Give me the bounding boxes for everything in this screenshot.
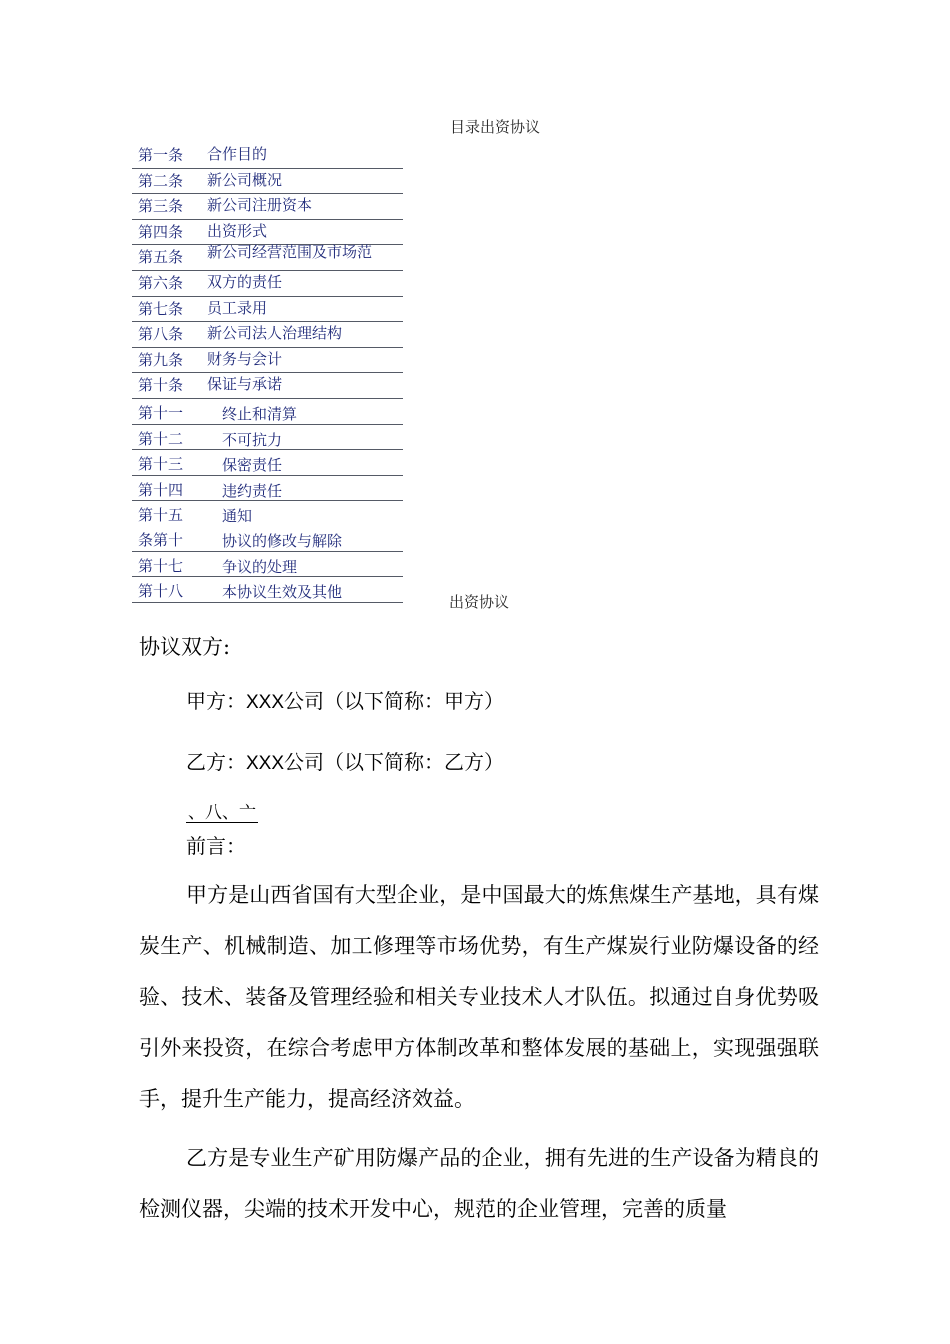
toc-item-label: 新公司法人治理结构 — [207, 324, 343, 343]
toc-item-label: 新公司概况 — [207, 170, 283, 189]
toc-item-label: 员工录用 — [207, 298, 268, 317]
toc-item-label: 出资形式 — [207, 221, 268, 240]
toc-item-number: 第三条 — [138, 197, 184, 216]
toc-item-number: 第六条 — [138, 273, 184, 292]
heading-fragment: 、八、亠 — [188, 803, 256, 823]
toc-item[interactable] — [132, 143, 403, 169]
table-of-contents — [132, 143, 403, 603]
toc-item[interactable] — [132, 526, 403, 552]
party-b-prefix: 乙方： — [186, 750, 246, 774]
toc-item-number: 第一条 — [138, 146, 184, 164]
toc-item[interactable] — [132, 348, 403, 374]
toc-item[interactable] — [132, 373, 403, 399]
toc-item-number: 第十二 — [138, 429, 184, 448]
toc-item-number: 第二条 — [138, 171, 184, 190]
toc-item-label: 保密责任 — [222, 456, 283, 475]
toc-item-number: 第九条 — [138, 350, 184, 369]
toc-item-number: 第十五 — [138, 506, 184, 525]
toc-item-label: 不可抗力 — [222, 430, 283, 449]
toc-item-number: 条第十 — [138, 530, 184, 549]
toc-item[interactable] — [132, 476, 403, 502]
toc-item[interactable] — [132, 425, 403, 451]
party-a-company: XXX — [246, 692, 285, 713]
toc-item[interactable] — [132, 322, 403, 348]
toc-item[interactable] — [132, 552, 403, 578]
toc-item-number: 第十条 — [138, 376, 184, 395]
toc-item[interactable] — [132, 399, 403, 425]
toc-item[interactable] — [132, 450, 403, 476]
toc-item[interactable] — [132, 271, 403, 297]
toc-item-label: 双方的责任 — [207, 272, 283, 291]
parties-heading: 协议双方: — [139, 635, 231, 659]
toc-item[interactable] — [132, 245, 403, 271]
party-a-suffix: 公司（以下简称：甲方） — [284, 689, 505, 713]
toc-item-label: 协议的修改与解除 — [222, 531, 343, 550]
toc-item-label: 新公司注册资本 — [207, 196, 313, 215]
party-b-company: XXX — [246, 753, 285, 774]
toc-item-number: 第八条 — [138, 325, 184, 344]
toc-item[interactable] — [132, 501, 403, 526]
party-b-suffix: 公司（以下简称：乙方） — [284, 750, 505, 774]
toc-item-label: 新公司经营范围及市场范 — [207, 243, 373, 262]
toc-item[interactable] — [132, 297, 403, 323]
toc-item-number: 第七条 — [138, 299, 184, 318]
party-b-line — [186, 746, 504, 775]
toc-item-label: 合作目的 — [207, 145, 268, 163]
toc-item-number: 第四条 — [138, 222, 184, 241]
toc-item-label: 争议的处理 — [222, 557, 298, 576]
toc-item-number: 第五条 — [138, 248, 184, 267]
toc-item-number: 第十七 — [138, 556, 184, 575]
toc-item[interactable] — [132, 194, 403, 220]
paragraph-party-b: 乙方是专业生产矿用防爆产品的企业，拥有先进的生产设备为精良的检测仪器，尖端的技术开发中心，规范的企业管理，完善的质量 — [139, 1146, 819, 1221]
toc-item-number: 第十三 — [138, 455, 184, 474]
preface-heading: 前言： — [186, 834, 246, 858]
document-title: 出资协议 — [448, 593, 509, 611]
toc-item-label: 本协议生效及其他 — [222, 583, 343, 602]
party-a-prefix: 甲方： — [186, 689, 246, 713]
toc-item-label: 财务与会计 — [207, 349, 283, 368]
paragraph-party-a: 甲方是山西省国有大型企业，是中国最大的炼焦煤生产基地，具有煤炭生产、机械制造、加工修理等市场优势，有生产煤炭行业防爆设备的经验、技术、装备及管理经验和相关专业技术人才队伍。拟通过自身优势吸引外来投资，在综合考虑甲方体制改革和整体发展的基础上，实现强强联手，提升生产能力，提高经济效益。 — [139, 883, 819, 1111]
toc-item-label: 终止和清算 — [222, 404, 298, 423]
toc-title: 目录出资协议 — [449, 118, 540, 136]
toc-item-number: 第十一 — [138, 403, 184, 422]
toc-item-number: 第十四 — [138, 480, 184, 499]
toc-item-number: 第十八 — [138, 582, 184, 601]
toc-item-label: 保证与承诺 — [207, 375, 283, 394]
toc-item-label: 通知 — [222, 507, 253, 526]
toc-item[interactable] — [132, 169, 403, 195]
toc-item-label: 违约责任 — [222, 481, 283, 500]
party-a-line — [186, 685, 504, 714]
